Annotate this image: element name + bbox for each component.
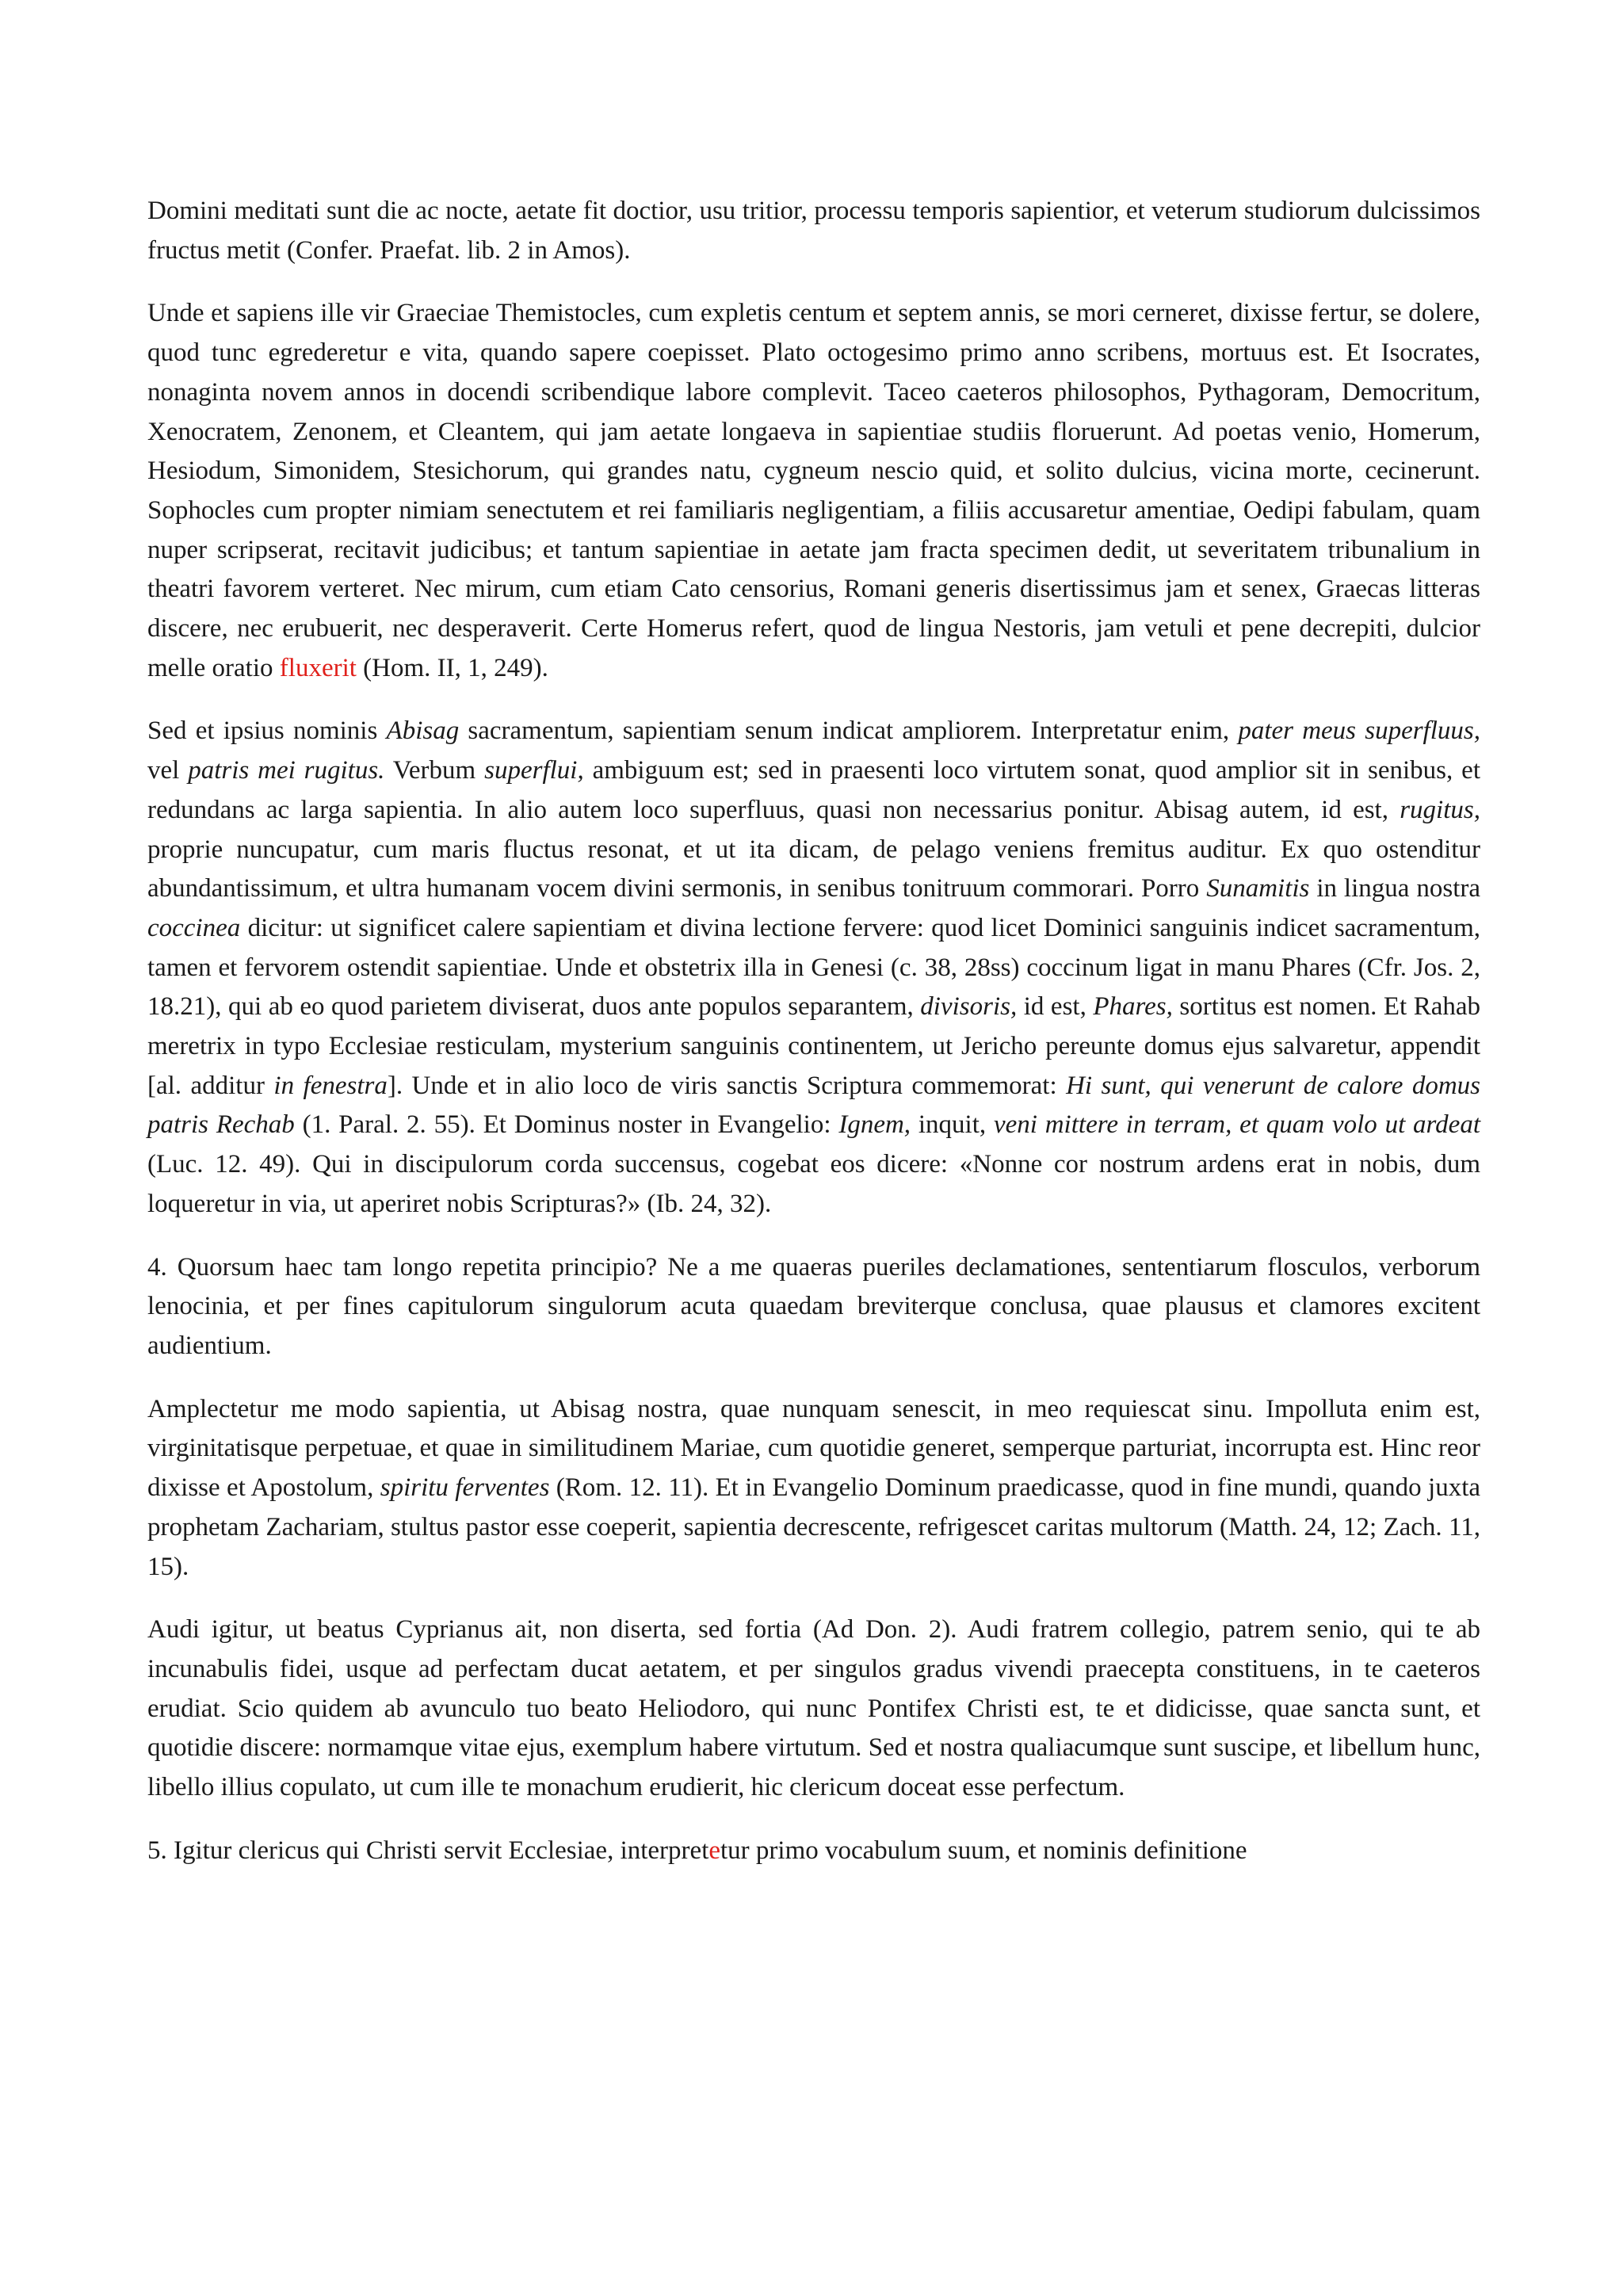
paragraph [147,1610,1480,1808]
italic-text: rugitus, [1400,795,1480,824]
italic-text: coccinea [147,913,241,942]
text-run: vel [147,756,189,785]
text-run: Verbum [384,756,485,785]
text-run: proprie nuncupatur, cum maris fluctus resonat, et ut ita dicam, de pelago veniens fremitus auditur. Ex quo ostenditur abundantissimum, et ultra humanam vocem divini sermonis, in senibus tonitruum commorari. Porro [147,835,1480,904]
text-run: 4. Quorsum haec tam longo repetita principio? Ne a me quaeras pueriles declamationes, sententiarum flosculos, verborum lenocinia, et per fines capitulorum singulorum acuta quaedam breviterque conclusa, quae plausus et clamores excitent audientium. [147,1252,1480,1360]
paragraph [147,1390,1480,1587]
paragraph [147,1248,1480,1366]
text-run: inquit, [911,1110,994,1140]
text-run: sacramentum, sapientiam senum indicat ampliorem. Interpretatur enim, [459,716,1239,746]
text-run: in lingua nostra [1309,874,1480,904]
italic-text: Abisag [386,716,460,746]
paragraph [147,712,1480,1224]
paragraph [147,294,1480,688]
body-text [147,192,1480,1870]
paragraph [147,192,1480,270]
text-run: 5. Igitur clericus qui Christi servit Ecclesiae, interpret [147,1836,709,1865]
italic-text: pater meus superfluus, [1238,716,1480,746]
italic-text: superflui, [484,756,584,785]
text-run: Audi igitur, ut beatus Cyprianus ait, non diserta, sed fortia (Ad Don. 2). Audi fratrem collegio, patrem senio, qui te ab incunabulis fidei, usque ad perfectam ducat aetatem, et per singulos gradus vivendi praecepta constituens, in te caeteros erudiat. Scio quidem ab avunculo tuo beato Heliodoro, qui nunc Pontifex Christi est, te et didicisse, quae sancta sunt, et quotidie discere: normamque vitae ejus, exemplum habere virtutum. Sed et nostra qualiacumque sunt suscipe, et libellum hunc, libello illius copulato, ut cum ille te monachum erudierit, hic clericum doceat esse perfectum. [147,1615,1480,1802]
text-run: tur primo vocabulum suum, et nominis definitione [720,1836,1247,1865]
text-run: ]. Unde et in alio loco de viris sanctis Scriptura commemorat: [387,1071,1067,1100]
italic-text: divisoris, [920,992,1018,1022]
text-run: (1. Paral. 2. 55). Et Dominus noster in Evangelio: [294,1110,839,1140]
highlighted-text: e [708,1836,721,1865]
italic-text: Hi sunt, qui venerunt de calore domus patris Rechab [147,1071,1481,1140]
italic-text: Ignem, [838,1110,911,1140]
paragraph [147,1832,1480,1871]
italic-text: Sunamitis [1206,874,1310,904]
text-run: Unde et sapiens ille vir Graeciae Themistocles, cum expletis centum et septem annis, se mori cerneret, dixisse fertur, se dolere, quod tunc egrederetur e vita, quando sapere coepisset. Plato octogesimo primo anno scribens, mortuus est. Et Isocrates, nonaginta novem annos in docendi scribendique labore complevit. Taceo caeteros philosophos, Pythagoram, Democritum, Xenocratem, Zenonem, et Cleantem, qui jam aetate longaeva in sapientiae studiis floruerunt. Ad poetas venio, Homerum, Hesiodum, Simonidem, Stesichorum, qui grandes natu, cygneum nescio quid, et solito dulcius, vicina morte, cecinerunt. Sophocles cum propter nimiam senectutem et rei familiaris negligentiam, a filiis accusaretur amentiae, Oedipi fabulam, quam nuper scripserat, recitavit judicibus; et tantum sapientiae in aetate jam fracta specimen dedit, ut severitatem tribunalium in theatri favorem verteret. Nec mirum, cum etiam Cato censorius, Romani generis disertissimus jam et senex, Graecas litteras discere, nec erubuerit, nec desperaverit. Certe Homerus refert, quod de lingua Nestoris, jam vetuli et pene decrepiti, dulcior melle oratio [147,299,1480,682]
text-run: (Hom. II, 1, 249). [356,653,548,682]
text-run: Domini meditati sunt die ac nocte, aetate fit doctior, usu tritior, processu temporis sapientior, et veterum studiorum dulcissimos fructus metit (Confer. Praefat. lib. 2 in Amos). [147,197,1480,265]
text-run: Amplectetur me modo sapientia, ut Abisag nostra, quae nunquam senescit, in meo requiescat sinu. Impolluta enim est, virginitatisque perpetuae, et quae in similitudinem Mariae, cum quotidie generet, semperque parturiat, incorrupta est. Hinc reor dixisse et Apostolum, [147,1394,1480,1503]
text-run: (Luc. 12. 49). Qui in discipulorum corda succensus, cogebat eos dicere: «Nonne cor nostrum ardens erat in nobis, dum loqueretur in via, ut aperiret nobis Scripturas?» (Ib. 24, 32). [147,1150,1480,1218]
text-run: Sed et ipsius nominis [147,716,387,746]
italic-text: Phares, [1093,992,1173,1022]
italic-text: patris mei rugitus. [188,756,385,785]
italic-text: in fenestra [273,1071,388,1100]
highlighted-text: fluxerit [279,653,357,682]
text-run: dicitur: ut significet calere sapientiam et divina lectione fervere: quod licet Dominici sanguinis indicet sacramentum, tamen et fervorem ostendit sapientiae. Unde et obstetrix illa in Genesi (c. 38, 28ss) coccinum ligat in manu Phares (Cfr. Jos. 2, 18.21), qui ab eo quod parietem diviserat, duos ante populos separantem, [147,913,1480,1022]
text-run: id est, [1017,992,1094,1022]
text-run: sortitus est nomen. Et Rahab meretrix in typo Ecclesiae resticulam, mysterium sanguinis continentem, ut Jericho pereunte domus ejus salvaretur, appendit [al. additur [147,992,1480,1100]
italic-text: spiritu ferventes [380,1473,550,1503]
text-run: (Rom. 12. 11). Et in Evangelio Dominum praedicasse, quod in fine mundi, quando juxta prophetam Zachariam, stultus pastor esse coeperit, sapientia decrescente, refrigescet caritas multorum (Matth. 24, 12; Zach. 11, 15). [147,1473,1481,1581]
text-run: ambiguum est; sed in praesenti loco virtutem sonat, quod amplior sit in senibus, et redundans ac larga sapientia. In alio autem loco superfluus, quasi non necessarius ponitur. Abisag autem, id est, [147,756,1480,824]
italic-text: veni mittere in terram, et quam volo ut ardeat [993,1110,1480,1140]
